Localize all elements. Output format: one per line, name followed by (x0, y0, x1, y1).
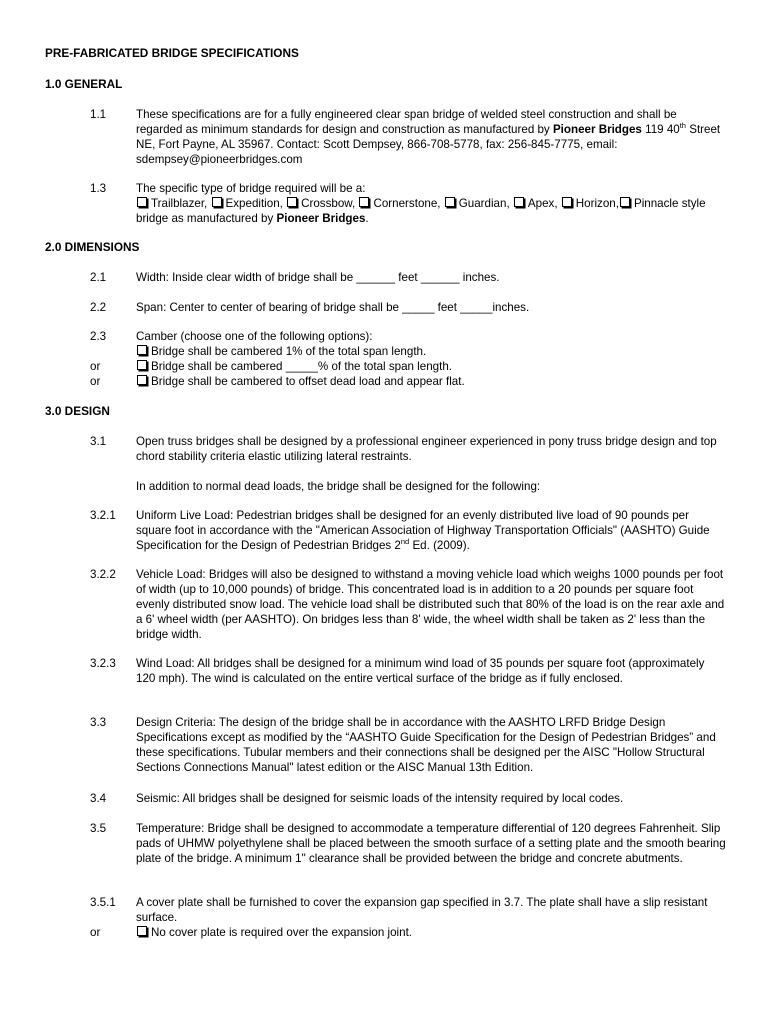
clause-3-5-1-text (136, 895, 726, 940)
clause-3-2-1-text (136, 508, 726, 553)
clause-tail: style bridge as manufactured by (136, 197, 706, 225)
clause-1-1-text (136, 107, 726, 167)
clause-3-4-text: Seismic: All bridges shall be designed for seismic loads of the intensity required by local codes. (136, 792, 624, 805)
option-label: Expedition, (225, 197, 283, 210)
option-label: Crossbow, (301, 197, 356, 210)
clause-number: 3.2.3 (90, 657, 116, 670)
clause-number: 2.1 (90, 271, 107, 284)
checkbox-camber-custom[interactable] (137, 360, 147, 370)
option-label: Guardian, (458, 197, 510, 210)
clause-text: A cover plate shall be furnished to cover the expansion gap specified in 3.7. The plate shall have a slip resistant surface. (136, 896, 708, 924)
clause-number: 3.5 (90, 822, 107, 835)
contact-info: Street NE, Fort Payne, AL 35967. Contact: Scott Dempsey, 866-708-5778, fax: 256-845-7775, email: sdempsey@pioneerbridges.com (136, 123, 721, 166)
option-label: Bridge shall be cambered _____% of the total span length. (151, 360, 452, 373)
ordinal-suffix: nd (400, 537, 410, 547)
clause-number: 3.3 (90, 716, 107, 729)
or-label: or (90, 360, 101, 373)
address-street: 119 40 (645, 123, 680, 136)
option-label: No cover plate is required over the expansion joint. (151, 926, 413, 939)
ordinal-suffix: th (679, 121, 686, 131)
option-label: Bridge shall be cambered to offset dead load and appear flat. (151, 375, 465, 388)
section-heading-general: 1.0 GENERAL (45, 77, 123, 91)
clause-number: 3.2.1 (90, 509, 116, 522)
clause-3-3-text: Design Criteria: The design of the bridge shall be in accordance with the AASHTO LRFD Bridge Design Specifications except as modified by the “AASHTO Guide Specification for the Design of Pedestrian Bridges” and these specifications. Tubular members and their connections shall be designed per the AISC "Hollow Structural Sections Connections Manual" latest edition or the AISC Manual 13th Edition. (136, 716, 716, 774)
checkbox-expedition[interactable] (212, 197, 222, 207)
option-label: Trailblazer, (151, 197, 208, 210)
clause-2-1-text: Width: Inside clear width of bridge shall be ______ feet ______ inches. (136, 271, 500, 284)
clause-number: 1.1 (90, 108, 107, 121)
clause-text-end: Ed. (2009). (409, 539, 470, 552)
bridge-type-options (136, 196, 726, 226)
checkbox-pinnacle[interactable] (620, 197, 630, 207)
checkbox-crossbow[interactable] (287, 197, 297, 207)
clause-number: 3.5.1 (90, 896, 116, 909)
clause-intro: The specific type of bridge required will be a: (136, 182, 366, 195)
clause-number: 2.3 (90, 330, 107, 343)
checkbox-camber-1pct[interactable] (137, 345, 147, 355)
option-label: Cornerstone, (373, 197, 441, 210)
clause-3-2-2-text: Vehicle Load: Bridges will also be designed to withstand a moving vehicle load which weighs 1000 pounds per foot of width (up to 10,000 pounds) of bridge. This concentrated load is in addition to a 20 pounds per square foot evenly distributed snow load. The vehicle load shall be distributed such that 80% of the load is on the rear axle and a 6' wheel width (per AASHTO). On bridges less than 8' wide, the wheel width shall be taken as 2' less than the bridge width. (136, 568, 725, 641)
clause-2-2-text: Span: Center to center of bearing of bridge shall be _____ feet _____inches. (136, 301, 530, 314)
clause-2-3-text (136, 329, 726, 389)
clause-number: 1.3 (90, 182, 107, 195)
or-label: or (90, 375, 101, 388)
checkbox-horizon[interactable] (562, 197, 572, 207)
clause-number: 3.1 (90, 435, 107, 448)
option-label: Pinnacle (633, 197, 679, 210)
option-label: Horizon, (575, 197, 619, 210)
clause-text: These specifications are for a fully engineered clear span bridge of welded steel construction and shall be regarded as minimum standards for design and construction as manufactured by (136, 108, 677, 136)
checkbox-cornerstone[interactable] (359, 197, 369, 207)
clause-number: 3.4 (90, 792, 107, 805)
clause-text: Uniform Live Load: Pedestrian bridges shall be designed for an evenly distributed live load of 90 pounds per square foot in accordance with the "American Association of Highway Transportation Officials" (AASHTO) Guide Specification for the Design of Pedestrian Bridges 2 (136, 509, 710, 552)
clause-3-1-followup: In addition to normal dead loads, the bridge shall be designed for the following: (136, 480, 541, 493)
clause-1-3-text (136, 181, 726, 226)
option-label: Bridge shall be cambered 1% of the total span length. (151, 345, 427, 358)
clause-intro: Camber (choose one of the following options): (136, 330, 373, 343)
period: . (365, 212, 369, 225)
or-label: or (90, 926, 101, 939)
clause-3-1-text: Open truss bridges shall be designed by a professional engineer experienced in pony truss bridge design and top chord stability criteria elastic utilizing lateral restraints. (136, 435, 717, 463)
brand-name: Pioneer Bridges (552, 123, 642, 136)
document-title: PRE-FABRICATED BRIDGE SPECIFICATIONS (45, 46, 299, 60)
checkbox-apex[interactable] (514, 197, 524, 207)
clause-number: 3.2.2 (90, 568, 116, 581)
brand-name: Pioneer Bridges (276, 212, 366, 225)
clause-3-2-3-text: Wind Load: All bridges shall be designed for a minimum wind load of 35 pounds per square foot (approximately 120 mph). The wind is calculated on the entire vertical surface of the bridge as if fully enclosed. (136, 657, 705, 685)
checkbox-camber-flat[interactable] (137, 375, 147, 385)
checkbox-no-cover-plate[interactable] (137, 926, 147, 936)
clause-3-5-text: Temperature: Bridge shall be designed to accommodate a temperature differential of 120 degrees Fahrenheit. Slip pads of UHMW polyethylene shall be placed between the smooth surface of a setting plate and the smooth bearing plate of the bridge. A minimum 1" clearance shall be provided between the bridge and concrete abutments. (136, 822, 726, 865)
option-label: Apex, (527, 197, 558, 210)
checkbox-guardian[interactable] (445, 197, 455, 207)
section-heading-dimensions: 2.0 DIMENSIONS (45, 240, 140, 254)
section-heading-design: 3.0 DESIGN (45, 404, 110, 418)
clause-number: 2.2 (90, 301, 107, 314)
checkbox-trailblazer[interactable] (137, 197, 147, 207)
